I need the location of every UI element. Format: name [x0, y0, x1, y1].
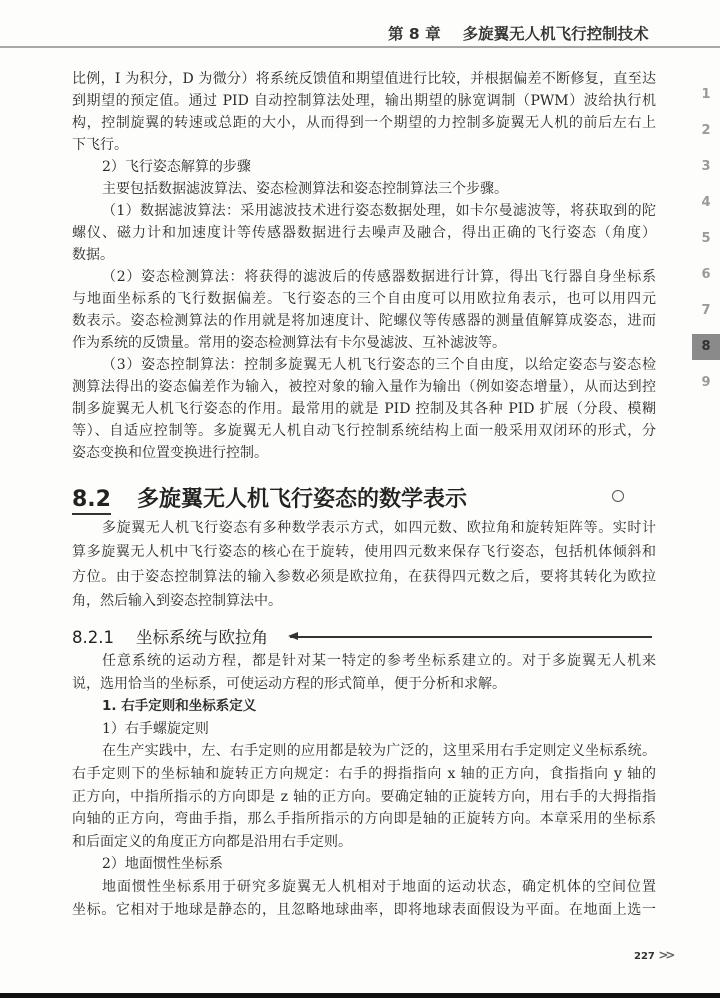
section-title: 多旋翼无人机飞行姿态的数学表示 [136, 487, 467, 512]
section-intro-text [72, 68, 656, 464]
running-header [388, 22, 649, 44]
paragraph [72, 650, 656, 695]
header-rule [0, 46, 720, 48]
section-heading-8-2 [72, 482, 656, 514]
text-line: 数表示。姿态检测算法的作用就是将加速度计、陀螺仪等传感器的测量值解算成姿态，进而 [72, 313, 656, 329]
text-line: 算多旋翼无人机中飞行姿态的核心在于旋转，使用四元数来保存飞行姿态，包括机体倾斜和 [72, 544, 656, 561]
double-chevron-right-icon: >> [658, 948, 673, 962]
text-line: 任意系统的运动方程，都是针对某一特定的参考坐标系建立的。对于多旋翼无人机来 [102, 653, 656, 669]
text-line: 右手定则下的坐标轴和旋转正方向规定：右手的拇指指向 x 轴的正方向，食指指向 y 轴的 [72, 765, 656, 782]
chapter-label: 第 8 章 [388, 25, 441, 43]
subsection-heading-8-2-1 [72, 624, 656, 650]
paragraph [72, 516, 656, 613]
text-line: 正方向，中指所指示的方向即是 z 轴的正方向。要确定轴的正旋转方向，用右手的大拇指指 [72, 788, 656, 805]
paragraph [72, 68, 656, 156]
text-line: 方位。由于姿态控制算法的输入参数必须是欧拉角，在获得四元数之后，要将其转化为欧拉 [72, 568, 656, 585]
text-line: 等）、自适应控制等。多旋翼无人机自动飞行控制系统结构上面一般采用双闭环的形式，分 [72, 423, 656, 439]
paragraph [72, 876, 656, 921]
text-line: 和后面定义的角度正方向都是沿用右手定则。 [72, 833, 352, 850]
text-line: 到期望的预定值。通过 PID 自动控制算法处理，输出期望的脉宽调制（PWM）波给执行机 [72, 93, 656, 109]
page-footer [634, 948, 672, 962]
text-line: （2）姿态检测算法：将获得的滤波后的传感器数据进行计算，得出飞行器自身坐标系 [102, 269, 656, 285]
paragraph [72, 718, 656, 741]
chapter-tab-6[interactable]: 6 [701, 267, 711, 282]
text-line: 作为系统的反馈量。常用的姿态检测算法有卡尔曼滤波、互补滤波等。 [72, 335, 506, 351]
paragraph [72, 354, 656, 464]
chapter-tab-5[interactable]: 5 [701, 231, 711, 246]
text-line: （3）姿态控制算法：控制多旋翼无人机飞行姿态的三个自由度，以给定姿态与姿态检 [102, 357, 656, 373]
text-line: 地面惯性坐标系用于研究多旋翼无人机相对于地面的运动状态，确定机体的空间位置 [102, 878, 656, 895]
paragraph [72, 156, 656, 178]
chapter-title: 多旋翼无人机飞行控制技术 [462, 25, 649, 43]
text-line: 数据。 [72, 247, 114, 263]
text-line: 构，控制旋翼的转速或总距的大小，从而得到一个期望的力控制多旋翼无人机的前后左右上 [72, 115, 656, 131]
paragraph [72, 200, 656, 266]
chapter-thumb-tabs [692, 82, 720, 406]
section-8-2-text [72, 516, 656, 613]
text-line: 坐标。它相对于地球是静态的，且忽略地球曲率，即将地球表面假设为平面。在地面上选一 [72, 901, 656, 918]
section-number: 8.2 [72, 487, 111, 515]
chapter-tab-9[interactable]: 9 [701, 375, 711, 390]
bottom-edge [0, 993, 720, 998]
text-line: 主要包括数据滤波算法、姿态检测算法和姿态控制算法三个步骤。 [102, 181, 508, 197]
arrow-left-icon [290, 636, 652, 638]
paragraph [72, 266, 656, 354]
text-line: 2）飞行姿态解算的步骤 [102, 159, 251, 175]
text-line: 测算法得出的姿态偏差作为输入，被控对象的输入量作为输出（例如姿态增量），从而达到控 [72, 379, 656, 395]
text-line: 角，然后输入到姿态控制算法中。 [72, 592, 282, 609]
chapter-tab-7[interactable]: 7 [701, 303, 711, 318]
text-line: 1）右手螺旋定则 [102, 720, 209, 737]
text-line: 姿态变换和位置变换进行控制。 [72, 445, 268, 461]
text-line: 比例，I 为积分，D 为微分）将系统反馈值和期望值进行比较，并根据偏差不断修复，直至达 [72, 71, 656, 87]
text-line: 下飞行。 [72, 137, 128, 153]
text-line: 多旋翼无人机飞行姿态有多种数学表示方式，如四元数、欧拉角和旋转矩阵等。实时计 [102, 520, 656, 536]
paragraph [72, 695, 656, 718]
text-line: 制多旋翼无人机飞行姿态的作用。最常用的就是 PID 控制及其各种 PID 扩展（分段、模糊 [72, 401, 656, 417]
text-line: 2）地面惯性坐标系 [102, 856, 223, 873]
paragraph [72, 178, 656, 200]
text-line: 向轴的正方向，弯曲手指，那么手指所指示的方向即是轴的正旋转方向。本章采用的坐标系 [72, 811, 656, 828]
paragraph [72, 740, 656, 853]
chapter-tab-2[interactable]: 2 [701, 123, 711, 138]
chapter-tab-1[interactable]: 1 [701, 87, 711, 102]
chapter-tab-3[interactable]: 3 [701, 159, 711, 174]
circle-icon [612, 490, 624, 502]
section-8-2-1-text [72, 650, 656, 921]
subsection-title: 坐标系统与欧拉角 [135, 628, 268, 647]
chapter-tab-8[interactable]: 8 [692, 334, 720, 360]
text-line: （1）数据滤波算法：采用滤波技术进行姿态数据处理，如卡尔曼滤波等，将获取到的陀 [102, 203, 656, 219]
text-line: 在生产实践中，左、右手定则的应用都是较为广泛的，这里采用右手定则定义坐标系统。 [102, 743, 656, 760]
page-number: 227 [634, 951, 655, 962]
text-line: 与地面坐标系的飞行数据偏差。飞行姿态的三个自由度可以用欧拉角表示，也可以用四元 [72, 291, 656, 307]
subsection-number: 8.2.1 [72, 628, 114, 647]
text-line: 螺仪、磁力计和加速度计等传感器数据进行去噪声及融合，得出正确的飞行姿态（角度） [72, 225, 656, 241]
text-line: 1. 右手定则和坐标系定义 [102, 698, 257, 715]
paragraph [72, 853, 656, 876]
chapter-tab-4[interactable]: 4 [701, 195, 711, 210]
text-line: 说，选用恰当的坐标系，可使运动方程的形式简单，便于分析和求解。 [72, 675, 506, 692]
